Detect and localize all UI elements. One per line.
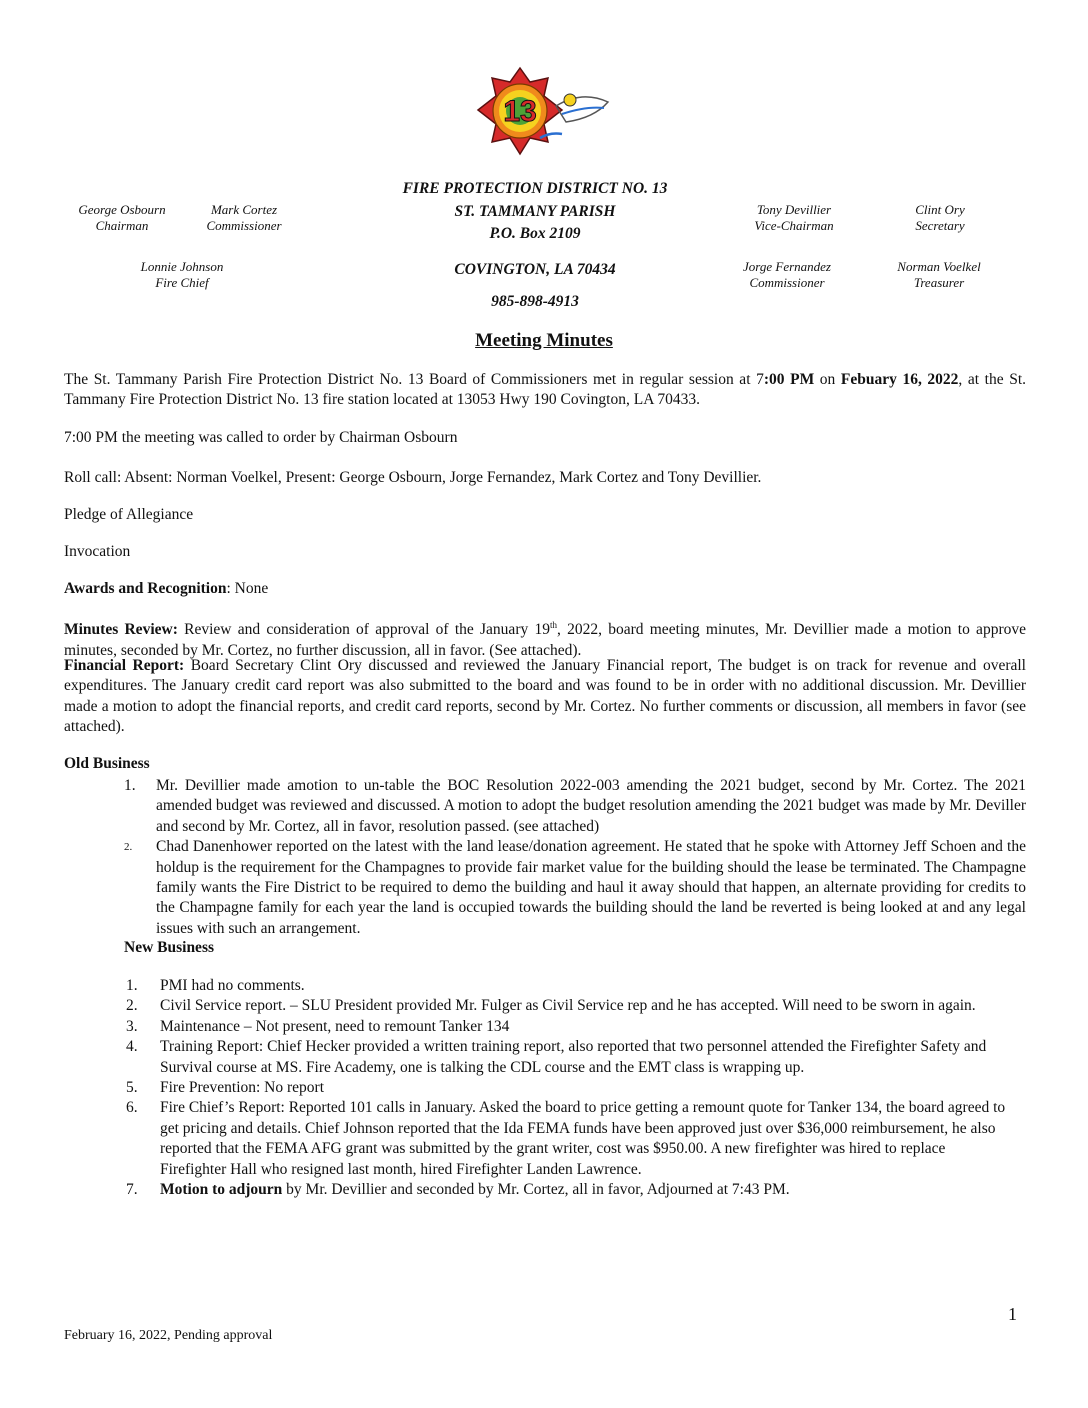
list-number: 7. — [126, 1181, 138, 1199]
list-text: Maintenance – Not present, need to remount Tanker 134 — [160, 1017, 510, 1035]
meeting-time: :00 PM — [763, 371, 815, 388]
financial-report-label: Financial Report: — [64, 657, 185, 674]
intro-text: , at the St. Tammany Fire Protection District No. 13 fire station located at 13053 Hwy 190 Covington, LA 70433. — [64, 371, 1026, 409]
adjourn-text: by Mr. Devillier and seconded by Mr. Cortez, all in favor, Adjourned at 7:43 PM. — [282, 1181, 790, 1199]
list-item — [126, 976, 1006, 996]
page-title: Meeting Minutes — [475, 330, 613, 351]
officer-johnson — [120, 259, 244, 291]
org-name-line2: ST. TAMMANY PARISH — [454, 203, 616, 220]
minutes-review — [64, 615, 1026, 661]
officer-ory — [880, 202, 1000, 234]
old-business-heading: Old Business — [64, 755, 150, 772]
list-item — [126, 996, 1006, 1016]
list-text: Civil Service report. – SLU President provided Mr. Fulger as Civil Service rep and he has accepted. Will need to be sworn in again. — [160, 997, 976, 1015]
list-item — [126, 1017, 1006, 1037]
financial-report-text: Board Secretary Clint Ory discussed and reviewed the January Financial report, The budget is on track for revenue and overall expenditures. The January credit card report was also submitted to the board and was found to be in order with no additional discussion. Mr. Devillier made a motion to adopt the financial reports, and credit card reports, second by Mr. Cortez. No further comments or discussion, all members in favor (see attached). — [64, 657, 1026, 736]
new-business-heading: New Business — [124, 939, 215, 956]
list-number: 2. — [124, 841, 133, 854]
maltese-cross-icon — [470, 66, 620, 162]
officer-title: Fire Chief — [155, 275, 209, 290]
officer-name: Clint Ory — [915, 202, 965, 217]
officer-osbourn — [60, 202, 184, 234]
list-text: Mr. Devillier made amotion to un-table the BOC Resolution 2022-003 amending the 2021 budget, second by Mr. Cortez. The 2021 amended budget was reviewed and discussed. A motion to adopt the budget resolution amending the 2021 budget was made by Mr. Deviller and second by Mr. Cortez, all in favor, resolution passed. (see attached) — [156, 777, 1026, 835]
list-number: 1. — [124, 777, 136, 794]
list-text: Fire Chief’s Report: Reported 101 calls in January. Asked the board to price getting a remount quote for Tanker 134, the board agreed to get pricing and details. Chief Johnson reported that the Ida FEMA funds have been approved just over $36,000 reimbursement, he also reported that the FEMA AFG grant was submitted by the grant writer, cost was $950.00. A new firefighter was hired to replace Firefighter Hall who resigned last month, hired Firefighter Landen Lawrence. — [160, 1099, 1006, 1178]
officer-voelkel — [876, 259, 1002, 291]
list-number: 6. — [126, 1099, 138, 1117]
list-item — [126, 1180, 1006, 1200]
invocation: Invocation — [64, 543, 131, 560]
intro-text: The St. Tammany Parish Fire Protection District No. 13 Board of Commissioners met in regular session at 7 — [64, 371, 764, 388]
officer-title: Vice-Chairman — [754, 218, 834, 233]
list-text: PMI had no comments. — [160, 977, 305, 994]
list-item — [126, 1037, 1006, 1078]
officer-name: Tony Devillier — [756, 202, 832, 217]
officer-cortez — [186, 202, 302, 234]
page-number: 1 — [1008, 1304, 1017, 1324]
roll-call: Roll call: Absent: Norman Voelkel, Present: George Osbourn, Jorge Fernandez, Mark Cortez and Tony Devillier. — [64, 469, 762, 486]
financial-report — [64, 656, 1026, 738]
list-number: 5. — [126, 1079, 138, 1097]
awards-section — [64, 579, 1026, 599]
intro-text: on — [814, 371, 841, 388]
awards-text: : None — [226, 580, 269, 597]
list-text — [160, 1180, 1006, 1200]
list-text: Fire Prevention: No report — [160, 1079, 325, 1097]
officer-name: Norman Voelkel — [897, 259, 981, 274]
list-number: 3. — [126, 1017, 138, 1035]
officer-title: Commissioner — [749, 275, 825, 290]
list-number: 4. — [126, 1038, 138, 1056]
list-text: Chad Danenhower reported on the latest with the land lease/donation agreement. He stated that he spoke with Attorney Jeff Schoen and the holdup is the requirement for the Champagnes to provide fair market value for the building should the lease be terminated. The Champagne family wants the Fire District to be required to demo the building and haul it away should that happen, an alternate providing for credits to the Champagne family for each year the land is occupied towards the building should the land be reverted is being looked at and any legal issues with such an arrangement. — [156, 838, 1026, 937]
org-name-line1: FIRE PROTECTION DISTRICT NO. 13 — [402, 180, 668, 197]
officer-fernandez — [724, 259, 850, 291]
list-number: 1. — [126, 977, 138, 994]
officer-title: Secretary — [915, 218, 965, 233]
city-address: COVINGTON, LA 70434 — [454, 261, 616, 278]
minutes-review-label: Minutes Review: — [64, 621, 178, 639]
meeting-date: Febuary 16, 2022 — [840, 371, 959, 388]
call-to-order: 7:00 PM the meeting was called to order by Chairman Osbourn — [64, 429, 458, 446]
list-text: Training Report: Chief Hecker provided a written training report, also reported that two personnel attended the Firefighter Safety and Survival course at MS. Fire Academy, one is talking the CDL course and the EMT class is wrapping up. — [160, 1038, 987, 1076]
officer-name: Jorge Fernandez — [743, 259, 831, 274]
po-box: P.O. Box 2109 — [489, 225, 581, 242]
ordinal-suffix: th — [549, 620, 557, 630]
officer-title: Chairman — [95, 218, 149, 233]
footer-note: February 16, 2022, Pending approval — [64, 1328, 273, 1343]
list-item — [126, 1078, 1006, 1098]
intro-paragraph — [64, 370, 1026, 411]
officer-name: Mark Cortez — [210, 202, 278, 217]
officer-title: Commissioner — [206, 218, 282, 233]
minutes-review-text: Review and consideration of approval of the January 19 — [177, 621, 550, 639]
old-business-list — [124, 776, 1026, 939]
phone-number: 985-898-4913 — [491, 293, 579, 310]
adjourn-label: Motion to adjourn — [160, 1181, 283, 1199]
officer-devillier — [734, 202, 854, 234]
pledge: Pledge of Allegiance — [64, 506, 194, 523]
list-item — [124, 776, 1026, 837]
awards-label: Awards and Recognition — [64, 580, 227, 597]
list-item — [124, 837, 1026, 939]
logo-number: 13 — [503, 95, 537, 128]
new-business-list — [126, 976, 1006, 1200]
list-item — [126, 1098, 1006, 1180]
officer-name: George Osbourn — [78, 202, 166, 217]
minutes-review-text: , 2022, board meeting minutes, Mr. Devillier made a motion to approve minutes, seconded by Mr. Cortez, no further discussion, all in favor. (See attached). — [64, 621, 1026, 659]
list-number: 2. — [126, 997, 138, 1015]
officer-title: Treasurer — [913, 275, 965, 290]
officer-name: Lonnie Johnson — [140, 259, 224, 274]
district-logo — [470, 66, 620, 162]
